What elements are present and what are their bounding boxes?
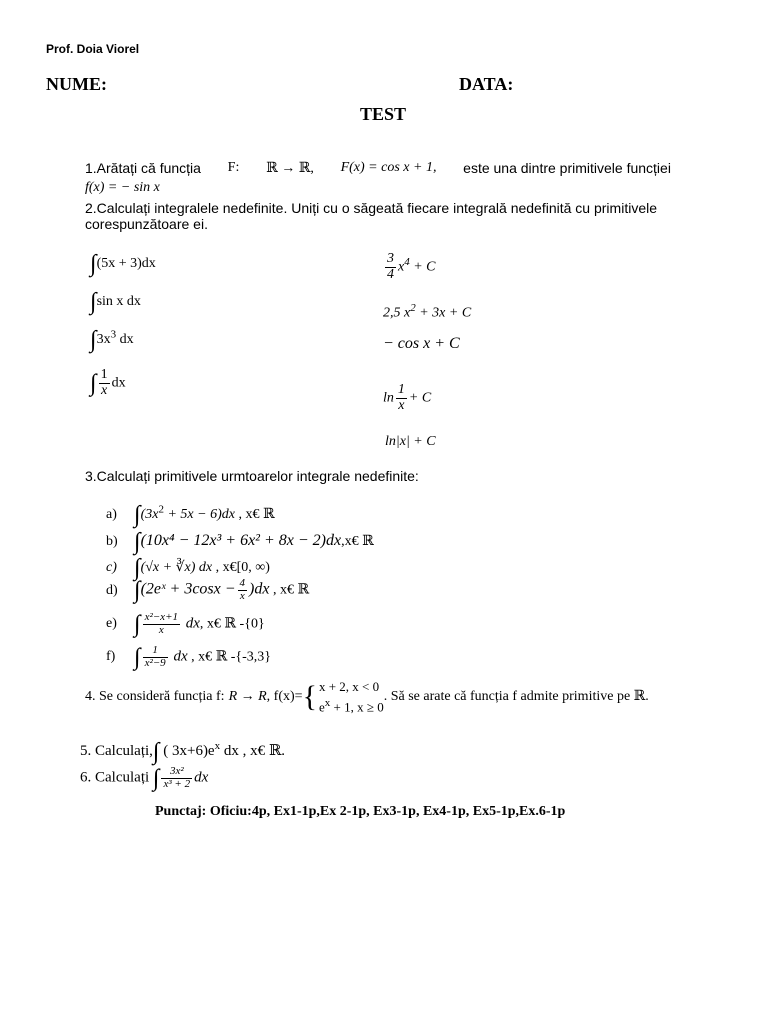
- ex3-b-domain: ,x€ ℝ: [341, 534, 374, 549]
- ex2-primitive-2: [383, 302, 471, 322]
- exercise-4: [85, 678, 649, 715]
- author-name: Prof. Doia Viorel: [46, 42, 140, 56]
- fraction-denominator: x: [239, 589, 245, 602]
- name-label: NUME:: [46, 74, 107, 94]
- ex2-integral-3-exp: 3: [110, 328, 117, 341]
- ex2-primitive-5: ln|x| + C: [385, 434, 436, 449]
- ex4-case-2: [319, 696, 384, 716]
- integral-sign: ∫: [90, 251, 97, 277]
- fraction: [396, 383, 407, 413]
- integral-sign: ∫: [152, 739, 160, 765]
- ex3-item-b: [106, 530, 374, 554]
- fraction: [143, 612, 180, 636]
- fraction: [238, 578, 248, 602]
- ex3-item-a: [106, 503, 275, 527]
- ex4-mapping: R → R: [228, 688, 267, 704]
- integral-sign: ∫: [134, 502, 141, 528]
- fraction-numerator: 4: [239, 577, 246, 589]
- ex3-c-domain: , x€[0, ∞): [212, 560, 270, 575]
- primitive-2-tail: + 3x + C: [415, 305, 472, 321]
- ex3-item-e: [106, 612, 265, 636]
- primitive-1-tail: + C: [409, 259, 436, 275]
- integral-sign: ∫: [152, 765, 160, 792]
- fraction-numerator: 1: [143, 645, 168, 658]
- primitive-4-ln: ln: [383, 390, 394, 406]
- ex3-item-c: [106, 556, 270, 580]
- ex3-e-tail: dx: [182, 615, 200, 632]
- fraction-denominator: x³ + 2: [163, 777, 191, 790]
- fraction: [143, 645, 168, 669]
- fraction-numerator: 1: [100, 367, 108, 382]
- integral-sign: ∫: [134, 577, 141, 604]
- ex1-intro: 1.Arătați că funcția: [85, 160, 201, 176]
- ex4-case-2-base: e: [318, 698, 325, 714]
- fraction-numerator: x²−x+1: [144, 611, 178, 623]
- ex3-e-domain: , x€ ℝ -{0}: [199, 616, 265, 632]
- exercise-2-instructions-line-1: 2.Calculați integralele nedefinite. Uniți cu o săgeată fiecare integrală nedefinită cu primitivele: [85, 200, 657, 216]
- ex3-a-domain: , x€ ℝ: [234, 507, 275, 522]
- ex3-a-expr-end: + 5x − 6)dx: [163, 507, 235, 522]
- ex1-statement: este una dintre primitivele funcției: [463, 160, 671, 176]
- ex2-primitive-1: [383, 252, 436, 282]
- ex3-a-expr-start: (3x: [140, 507, 159, 522]
- item-label: b): [106, 534, 118, 549]
- fraction: [161, 766, 192, 790]
- fraction-numerator: 1: [397, 382, 405, 397]
- primitive-2-base: 2,5 x: [383, 305, 411, 321]
- ex1-mapping: ℝ → ℝ,: [266, 161, 314, 176]
- primitive-1-exp: 4: [404, 255, 410, 268]
- item-label: a): [106, 507, 117, 522]
- ex3-d-expr-end: )dx: [249, 580, 270, 598]
- ex3-item-d: [106, 578, 309, 603]
- fraction-numerator: 3x²: [161, 766, 192, 779]
- exercise-2-instructions-line-2: corespunzătoare ei.: [85, 216, 208, 232]
- item-label: e): [106, 616, 117, 632]
- ex5-exp: x: [214, 740, 221, 752]
- ex4-fx: , f(x)=: [266, 688, 303, 704]
- fraction-numerator: 3: [387, 251, 394, 266]
- ex3-item-f: [106, 645, 271, 669]
- ex5-expr-end: dx: [220, 743, 239, 759]
- fraction-denominator: 4: [387, 266, 394, 282]
- ex3-d-expr-start: (2eˣ + 3cosx −: [140, 580, 236, 598]
- exercise-3-heading: 3.Calculați primitivele urmtoarelor integrale nedefinite:: [85, 468, 419, 484]
- ex1-F-label: F:: [227, 160, 240, 175]
- ex2-integral-1-expr: (5x + 3)dx: [96, 256, 156, 271]
- primitive-1-var: x: [398, 259, 405, 275]
- ex1-definition: F(x) = cos x + 1,: [340, 160, 437, 175]
- fraction-denominator: x: [398, 397, 405, 413]
- fraction-denominator: x: [158, 623, 164, 636]
- ex2-integral-1: [90, 252, 156, 276]
- ex3-a-exp: 2: [158, 503, 164, 516]
- ex4-cases: [319, 678, 384, 715]
- ex2-integral-4-fraction: [99, 368, 110, 398]
- ex4-case-2-exp: x: [324, 696, 331, 709]
- fraction: [385, 252, 396, 282]
- ex1-function: f(x) = − sin x: [85, 180, 160, 195]
- ex3-f-domain: , x€ ℝ -{-3,3}: [187, 649, 272, 665]
- ex2-integral-3: [90, 328, 134, 352]
- score-breakdown: Punctaj: Oficiu:4p, Ex1-1p,Ex 2-1p, Ex3-1p, Ex4-1p, Ex5-1p,Ex.6-1p: [155, 804, 566, 819]
- ex3-d-domain: , x€ ℝ: [269, 582, 310, 598]
- ex6-lead: 6. Calculați: [80, 769, 150, 786]
- exercise-1-line-1: [85, 160, 671, 177]
- ex2-integral-4-tail: dx: [111, 375, 126, 391]
- ex5-expr-start: ( 3x+6)e: [159, 743, 215, 759]
- item-label: d): [106, 582, 118, 598]
- ex3-f-tail: dx: [169, 648, 188, 665]
- integral-sign: ∫: [90, 370, 97, 397]
- ex4-case-1: x + 2, x < 0: [318, 679, 380, 694]
- ex2-integral-4: [90, 368, 126, 398]
- ex2-primitive-3: − cos x + C: [383, 335, 460, 352]
- ex2-primitive-4: [383, 383, 431, 413]
- exercise-5: [80, 740, 285, 764]
- exercise-6: [80, 766, 208, 790]
- integral-sign: ∫: [134, 644, 141, 671]
- ex5-domain: , x€ ℝ.: [238, 743, 286, 759]
- item-label: f): [106, 649, 116, 665]
- fraction-denominator: x²−9: [144, 656, 166, 669]
- ex4-lead: 4. Se consideră funcția f:: [85, 688, 225, 704]
- integral-sign: ∫: [134, 529, 141, 555]
- item-label: c): [106, 560, 117, 575]
- ex3-c-expr: (√x + ∛x) dx: [140, 560, 213, 575]
- left-brace: {: [302, 679, 317, 713]
- ex2-integral-3-tail: dx: [116, 332, 134, 347]
- ex4-case-2-tail: + 1, x ≥ 0: [330, 698, 384, 714]
- primitive-4-tail: + C: [408, 390, 432, 406]
- ex4-tail: . Să se arate că funcția f admite primitive pe ℝ.: [383, 689, 649, 705]
- page-title: TEST: [360, 104, 407, 124]
- ex6-tail: dx: [194, 769, 209, 786]
- ex3-b-expr: (10x⁴ − 12x³ + 6x² + 8x − 2)dx: [140, 532, 342, 549]
- fraction-denominator: x: [100, 382, 108, 398]
- integral-sign: ∫: [90, 289, 97, 315]
- ex2-integral-2: [90, 290, 141, 314]
- integral-sign: ∫: [134, 555, 141, 581]
- ex2-integral-3-base: 3x: [96, 332, 111, 347]
- ex2-integral-2-expr: sin x dx: [96, 294, 141, 309]
- integral-sign: ∫: [134, 611, 141, 638]
- integral-sign: ∫: [90, 327, 97, 353]
- date-label: DATA:: [459, 74, 514, 94]
- primitive-2-exp: 2: [410, 302, 416, 314]
- ex5-lead: 5. Calculați,: [80, 743, 153, 759]
